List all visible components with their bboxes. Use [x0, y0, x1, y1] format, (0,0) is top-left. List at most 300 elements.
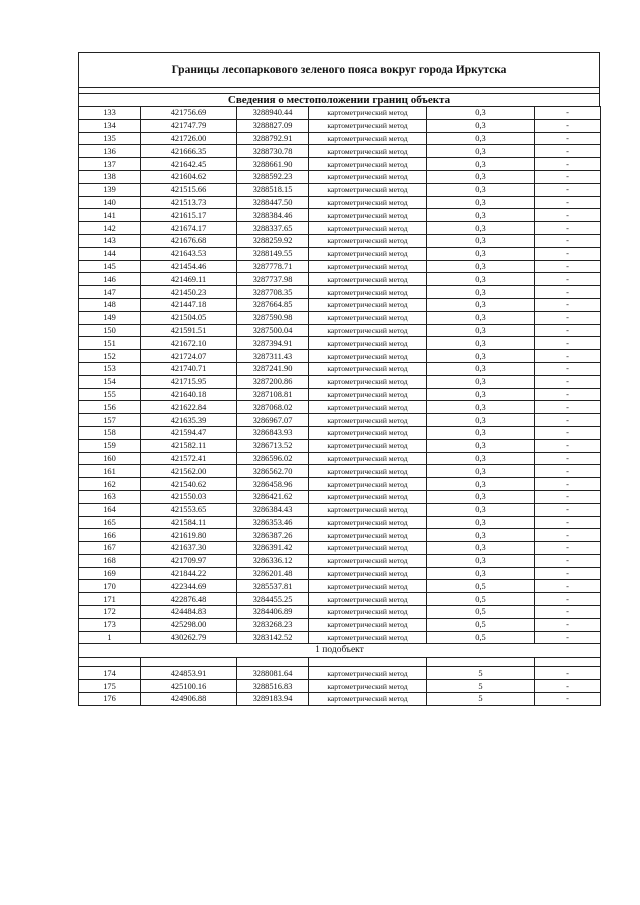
method-cell: картометрический метод — [309, 286, 427, 299]
y-coordinate-cell: 3287200.86 — [237, 375, 309, 388]
y-coordinate-cell: 3286458.96 — [237, 478, 309, 491]
y-coordinate-cell: 3286713.52 — [237, 439, 309, 452]
y-coordinate-cell: 3287108.81 — [237, 388, 309, 401]
description-cell: - — [535, 465, 601, 478]
y-coordinate-cell: 3287394.91 — [237, 337, 309, 350]
point-number-cell: 154 — [79, 375, 141, 388]
description-cell: - — [535, 196, 601, 209]
x-coordinate-cell: 424853.91 — [141, 667, 237, 680]
method-cell: картометрический метод — [309, 580, 427, 593]
x-coordinate-cell: 421572.41 — [141, 452, 237, 465]
description-cell: - — [535, 554, 601, 567]
table-row — [79, 247, 601, 260]
method-cell: картометрический метод — [309, 350, 427, 363]
table-row — [79, 350, 601, 363]
table-row — [79, 439, 601, 452]
point-number-cell: 158 — [79, 426, 141, 439]
accuracy-cell: 0,3 — [427, 324, 535, 337]
point-number-cell: 151 — [79, 337, 141, 350]
method-cell: картометрический метод — [309, 452, 427, 465]
y-coordinate-cell: 3288447.50 — [237, 196, 309, 209]
description-cell: - — [535, 414, 601, 427]
x-coordinate-cell: 421622.84 — [141, 401, 237, 414]
x-coordinate-cell: 421635.39 — [141, 414, 237, 427]
x-coordinate-cell: 421562.00 — [141, 465, 237, 478]
table-row — [79, 542, 601, 555]
method-cell: картометрический метод — [309, 388, 427, 401]
x-coordinate-cell: 421550.03 — [141, 490, 237, 503]
table-row — [79, 260, 601, 273]
point-number-cell: 153 — [79, 362, 141, 375]
x-coordinate-cell: 421540.62 — [141, 478, 237, 491]
x-coordinate-cell: 421450.23 — [141, 286, 237, 299]
point-number-cell: 156 — [79, 401, 141, 414]
description-cell: - — [535, 337, 601, 350]
x-coordinate-cell: 421515.66 — [141, 183, 237, 196]
method-cell: картометрический метод — [309, 170, 427, 183]
point-number-cell: 165 — [79, 516, 141, 529]
method-cell: картометрический метод — [309, 119, 427, 132]
point-number-cell: 160 — [79, 452, 141, 465]
x-coordinate-cell: 421619.80 — [141, 529, 237, 542]
y-coordinate-cell: 3288940.44 — [237, 107, 309, 120]
method-cell: картометрический метод — [309, 375, 427, 388]
x-coordinate-cell: 421553.65 — [141, 503, 237, 516]
point-number-cell: 159 — [79, 439, 141, 452]
method-cell: картометрический метод — [309, 158, 427, 171]
method-cell: картометрический метод — [309, 542, 427, 555]
accuracy-cell: 0,3 — [427, 401, 535, 414]
x-coordinate-cell: 421709.97 — [141, 554, 237, 567]
method-cell: картометрический метод — [309, 196, 427, 209]
accuracy-cell: 0,3 — [427, 542, 535, 555]
table-row — [79, 209, 601, 222]
description-cell: - — [535, 183, 601, 196]
accuracy-cell: 0,3 — [427, 414, 535, 427]
subobject-section-label: 1 подобъект — [79, 644, 601, 658]
method-cell: картометрический метод — [309, 401, 427, 414]
method-cell: картометрический метод — [309, 554, 427, 567]
description-cell: - — [535, 145, 601, 158]
accuracy-cell: 0,3 — [427, 209, 535, 222]
y-coordinate-cell: 3287708.35 — [237, 286, 309, 299]
description-cell: - — [535, 132, 601, 145]
x-coordinate-cell: 421469.11 — [141, 273, 237, 286]
description-cell: - — [535, 401, 601, 414]
description-cell: - — [535, 618, 601, 631]
description-cell: - — [535, 516, 601, 529]
description-cell: - — [535, 567, 601, 580]
point-number-cell: 171 — [79, 593, 141, 606]
accuracy-cell: 0,3 — [427, 465, 535, 478]
method-cell: картометрический метод — [309, 593, 427, 606]
x-coordinate-cell: 422876.48 — [141, 593, 237, 606]
point-number-cell: 169 — [79, 567, 141, 580]
x-coordinate-cell: 425298.00 — [141, 618, 237, 631]
method-cell: картометрический метод — [309, 478, 427, 491]
method-cell: картометрический метод — [309, 145, 427, 158]
method-cell: картометрический метод — [309, 209, 427, 222]
description-cell: - — [535, 222, 601, 235]
x-coordinate-cell: 421640.18 — [141, 388, 237, 401]
table-row — [79, 183, 601, 196]
point-number-cell: 155 — [79, 388, 141, 401]
y-coordinate-cell: 3287068.02 — [237, 401, 309, 414]
table-row — [79, 554, 601, 567]
x-coordinate-cell: 424484.83 — [141, 606, 237, 619]
point-number-cell: 141 — [79, 209, 141, 222]
description-cell: - — [535, 478, 601, 491]
y-coordinate-cell: 3286562.70 — [237, 465, 309, 478]
method-cell: картометрический метод — [309, 311, 427, 324]
accuracy-cell: 0,3 — [427, 362, 535, 375]
point-number-cell: 1 — [79, 631, 141, 644]
x-coordinate-cell: 421844.22 — [141, 567, 237, 580]
point-number-cell: 161 — [79, 465, 141, 478]
accuracy-cell: 0,3 — [427, 426, 535, 439]
method-cell: картометрический метод — [309, 631, 427, 644]
method-cell: картометрический метод — [309, 529, 427, 542]
description-cell: - — [535, 234, 601, 247]
point-number-cell: 170 — [79, 580, 141, 593]
x-coordinate-cell: 421724.07 — [141, 350, 237, 363]
point-number-cell: 167 — [79, 542, 141, 555]
method-cell: картометрический метод — [309, 693, 427, 706]
table-row — [79, 580, 601, 593]
table-row — [79, 375, 601, 388]
method-cell: картометрический метод — [309, 183, 427, 196]
x-coordinate-cell: 421672.10 — [141, 337, 237, 350]
method-cell: картометрический метод — [309, 667, 427, 680]
method-cell: картометрический метод — [309, 298, 427, 311]
method-cell: картометрический метод — [309, 503, 427, 516]
point-number-cell: 176 — [79, 693, 141, 706]
y-coordinate-cell: 3284406.89 — [237, 606, 309, 619]
point-number-cell: 145 — [79, 260, 141, 273]
y-coordinate-cell: 3288792.91 — [237, 132, 309, 145]
x-coordinate-cell: 421504.05 — [141, 311, 237, 324]
description-cell: - — [535, 490, 601, 503]
document-title: Границы лесопаркового зеленого пояса вокруг города Иркутска — [78, 52, 600, 87]
x-coordinate-cell: 421740.71 — [141, 362, 237, 375]
table-row — [79, 388, 601, 401]
description-cell: - — [535, 209, 601, 222]
method-cell: картометрический метод — [309, 247, 427, 260]
y-coordinate-cell: 3288384.46 — [237, 209, 309, 222]
table-row — [79, 606, 601, 619]
description-cell: - — [535, 452, 601, 465]
table-row — [79, 337, 601, 350]
description-cell: - — [535, 362, 601, 375]
subobject-section-row — [79, 644, 601, 658]
accuracy-cell: 0,3 — [427, 247, 535, 260]
x-coordinate-cell: 421756.69 — [141, 107, 237, 120]
point-number-cell: 140 — [79, 196, 141, 209]
method-cell: картометрический метод — [309, 426, 427, 439]
description-cell: - — [535, 298, 601, 311]
table-row — [79, 631, 601, 644]
x-coordinate-cell: 421594.47 — [141, 426, 237, 439]
point-number-cell: 133 — [79, 107, 141, 120]
accuracy-cell: 0,3 — [427, 158, 535, 171]
point-number-cell: 175 — [79, 680, 141, 693]
y-coordinate-cell: 3288081.64 — [237, 667, 309, 680]
accuracy-cell: 0,3 — [427, 439, 535, 452]
table-row — [79, 222, 601, 235]
table-row — [79, 273, 601, 286]
description-cell: - — [535, 119, 601, 132]
x-coordinate-cell: 421591.51 — [141, 324, 237, 337]
accuracy-cell: 0,5 — [427, 631, 535, 644]
point-number-cell: 150 — [79, 324, 141, 337]
point-number-cell: 157 — [79, 414, 141, 427]
method-cell: картометрический метод — [309, 414, 427, 427]
y-coordinate-cell: 3284455.25 — [237, 593, 309, 606]
point-number-cell: 163 — [79, 490, 141, 503]
accuracy-cell: 0,3 — [427, 554, 535, 567]
x-coordinate-cell: 421715.95 — [141, 375, 237, 388]
accuracy-cell: 0,3 — [427, 337, 535, 350]
method-cell: картометрический метод — [309, 439, 427, 452]
y-coordinate-cell: 3288516.83 — [237, 680, 309, 693]
table-row — [79, 158, 601, 171]
table-row — [79, 618, 601, 631]
empty-cell — [535, 658, 601, 667]
table-row — [79, 667, 601, 680]
x-coordinate-cell: 421674.17 — [141, 222, 237, 235]
y-coordinate-cell: 3285537.81 — [237, 580, 309, 593]
description-cell: - — [535, 631, 601, 644]
empty-cell — [309, 658, 427, 667]
method-cell: картометрический метод — [309, 337, 427, 350]
accuracy-cell: 0,3 — [427, 452, 535, 465]
description-cell: - — [535, 170, 601, 183]
accuracy-cell: 0,3 — [427, 260, 535, 273]
accuracy-cell: 0,3 — [427, 490, 535, 503]
point-number-cell: 148 — [79, 298, 141, 311]
description-cell: - — [535, 667, 601, 680]
point-number-cell: 144 — [79, 247, 141, 260]
spacer-row — [79, 658, 601, 667]
description-cell: - — [535, 311, 601, 324]
accuracy-cell: 0,3 — [427, 478, 535, 491]
accuracy-cell: 0,3 — [427, 145, 535, 158]
table-row — [79, 107, 601, 120]
x-coordinate-cell: 421584.11 — [141, 516, 237, 529]
x-coordinate-cell: 421726.00 — [141, 132, 237, 145]
description-cell: - — [535, 503, 601, 516]
table-row — [79, 286, 601, 299]
method-cell: картометрический метод — [309, 234, 427, 247]
accuracy-cell: 0,3 — [427, 119, 535, 132]
x-coordinate-cell: 421447.18 — [141, 298, 237, 311]
description-cell: - — [535, 273, 601, 286]
description-cell: - — [535, 375, 601, 388]
table-row — [79, 196, 601, 209]
point-number-cell: 143 — [79, 234, 141, 247]
x-coordinate-cell: 421676.68 — [141, 234, 237, 247]
point-number-cell: 136 — [79, 145, 141, 158]
table-row — [79, 593, 601, 606]
description-cell: - — [535, 693, 601, 706]
x-coordinate-cell: 421637.30 — [141, 542, 237, 555]
y-coordinate-cell: 3286336.12 — [237, 554, 309, 567]
table-row — [79, 516, 601, 529]
x-coordinate-cell: 421643.53 — [141, 247, 237, 260]
accuracy-cell: 0,3 — [427, 170, 535, 183]
table-row — [79, 529, 601, 542]
description-cell: - — [535, 529, 601, 542]
y-coordinate-cell: 3288827.09 — [237, 119, 309, 132]
x-coordinate-cell: 421454.46 — [141, 260, 237, 273]
x-coordinate-cell: 424906.88 — [141, 693, 237, 706]
accuracy-cell: 0,3 — [427, 388, 535, 401]
empty-cell — [79, 658, 141, 667]
y-coordinate-cell: 3288730.78 — [237, 145, 309, 158]
method-cell: картометрический метод — [309, 362, 427, 375]
table-row — [79, 680, 601, 693]
y-coordinate-cell: 3288259.92 — [237, 234, 309, 247]
method-cell: картометрический метод — [309, 618, 427, 631]
point-number-cell: 142 — [79, 222, 141, 235]
x-coordinate-cell: 421747.79 — [141, 119, 237, 132]
document-page — [78, 52, 600, 706]
table-row — [79, 132, 601, 145]
document-subtitle: Сведения о местоположении границ объекта — [78, 93, 600, 106]
method-cell: картометрический метод — [309, 465, 427, 478]
accuracy-cell: 0,3 — [427, 286, 535, 299]
empty-cell — [141, 658, 237, 667]
table-row — [79, 401, 601, 414]
table-row — [79, 693, 601, 706]
table-row — [79, 362, 601, 375]
method-cell: картометрический метод — [309, 516, 427, 529]
x-coordinate-cell: 421604.62 — [141, 170, 237, 183]
accuracy-cell: 0,3 — [427, 516, 535, 529]
method-cell: картометрический метод — [309, 132, 427, 145]
y-coordinate-cell: 3287241.90 — [237, 362, 309, 375]
y-coordinate-cell: 3286384.43 — [237, 503, 309, 516]
table-row — [79, 478, 601, 491]
table-row — [79, 234, 601, 247]
point-number-cell: 152 — [79, 350, 141, 363]
table-row — [79, 311, 601, 324]
y-coordinate-cell: 3286421.62 — [237, 490, 309, 503]
point-number-cell: 135 — [79, 132, 141, 145]
x-coordinate-cell: 425100.16 — [141, 680, 237, 693]
accuracy-cell: 0,5 — [427, 593, 535, 606]
description-cell: - — [535, 606, 601, 619]
point-number-cell: 134 — [79, 119, 141, 132]
empty-cell — [427, 658, 535, 667]
accuracy-cell: 0,5 — [427, 618, 535, 631]
point-number-cell: 138 — [79, 170, 141, 183]
description-cell: - — [535, 680, 601, 693]
table-row — [79, 465, 601, 478]
y-coordinate-cell: 3288149.55 — [237, 247, 309, 260]
accuracy-cell: 0,3 — [427, 311, 535, 324]
point-number-cell: 137 — [79, 158, 141, 171]
y-coordinate-cell: 3288661.90 — [237, 158, 309, 171]
y-coordinate-cell: 3288337.65 — [237, 222, 309, 235]
table-row — [79, 298, 601, 311]
point-number-cell: 146 — [79, 273, 141, 286]
description-cell: - — [535, 388, 601, 401]
table-row — [79, 490, 601, 503]
y-coordinate-cell: 3286353.46 — [237, 516, 309, 529]
accuracy-cell: 0,3 — [427, 350, 535, 363]
table-row — [79, 414, 601, 427]
accuracy-cell: 0,3 — [427, 375, 535, 388]
y-coordinate-cell: 3287737.98 — [237, 273, 309, 286]
x-coordinate-cell: 421513.73 — [141, 196, 237, 209]
coordinates-table — [78, 106, 601, 706]
description-cell: - — [535, 324, 601, 337]
point-number-cell: 173 — [79, 618, 141, 631]
empty-cell — [237, 658, 309, 667]
point-number-cell: 149 — [79, 311, 141, 324]
description-cell: - — [535, 247, 601, 260]
y-coordinate-cell: 3287311.43 — [237, 350, 309, 363]
point-number-cell: 168 — [79, 554, 141, 567]
accuracy-cell: 0,3 — [427, 234, 535, 247]
y-coordinate-cell: 3283268.23 — [237, 618, 309, 631]
y-coordinate-cell: 3286201.48 — [237, 567, 309, 580]
y-coordinate-cell: 3288592.23 — [237, 170, 309, 183]
accuracy-cell: 0,3 — [427, 222, 535, 235]
x-coordinate-cell: 422344.69 — [141, 580, 237, 593]
y-coordinate-cell: 3286596.02 — [237, 452, 309, 465]
table-row — [79, 119, 601, 132]
x-coordinate-cell: 421615.17 — [141, 209, 237, 222]
y-coordinate-cell: 3283142.52 — [237, 631, 309, 644]
description-cell: - — [535, 542, 601, 555]
y-coordinate-cell: 3286387.26 — [237, 529, 309, 542]
method-cell: картометрический метод — [309, 273, 427, 286]
table-row — [79, 452, 601, 465]
point-number-cell: 166 — [79, 529, 141, 542]
y-coordinate-cell: 3286967.07 — [237, 414, 309, 427]
method-cell: картометрический метод — [309, 567, 427, 580]
accuracy-cell: 0,3 — [427, 567, 535, 580]
description-cell: - — [535, 580, 601, 593]
description-cell: - — [535, 593, 601, 606]
accuracy-cell: 0,3 — [427, 183, 535, 196]
method-cell: картометрический метод — [309, 680, 427, 693]
point-number-cell: 174 — [79, 667, 141, 680]
x-coordinate-cell: 430262.79 — [141, 631, 237, 644]
x-coordinate-cell: 421582.11 — [141, 439, 237, 452]
table-row — [79, 145, 601, 158]
point-number-cell: 147 — [79, 286, 141, 299]
description-cell: - — [535, 286, 601, 299]
accuracy-cell: 5 — [427, 680, 535, 693]
description-cell: - — [535, 260, 601, 273]
description-cell: - — [535, 439, 601, 452]
accuracy-cell: 0,3 — [427, 107, 535, 120]
point-number-cell: 139 — [79, 183, 141, 196]
accuracy-cell: 0,3 — [427, 196, 535, 209]
accuracy-cell: 5 — [427, 667, 535, 680]
method-cell: картометрический метод — [309, 107, 427, 120]
description-cell: - — [535, 158, 601, 171]
y-coordinate-cell: 3286391.42 — [237, 542, 309, 555]
method-cell: картометрический метод — [309, 260, 427, 273]
description-cell: - — [535, 107, 601, 120]
method-cell: картометрический метод — [309, 606, 427, 619]
description-cell: - — [535, 350, 601, 363]
point-number-cell: 172 — [79, 606, 141, 619]
